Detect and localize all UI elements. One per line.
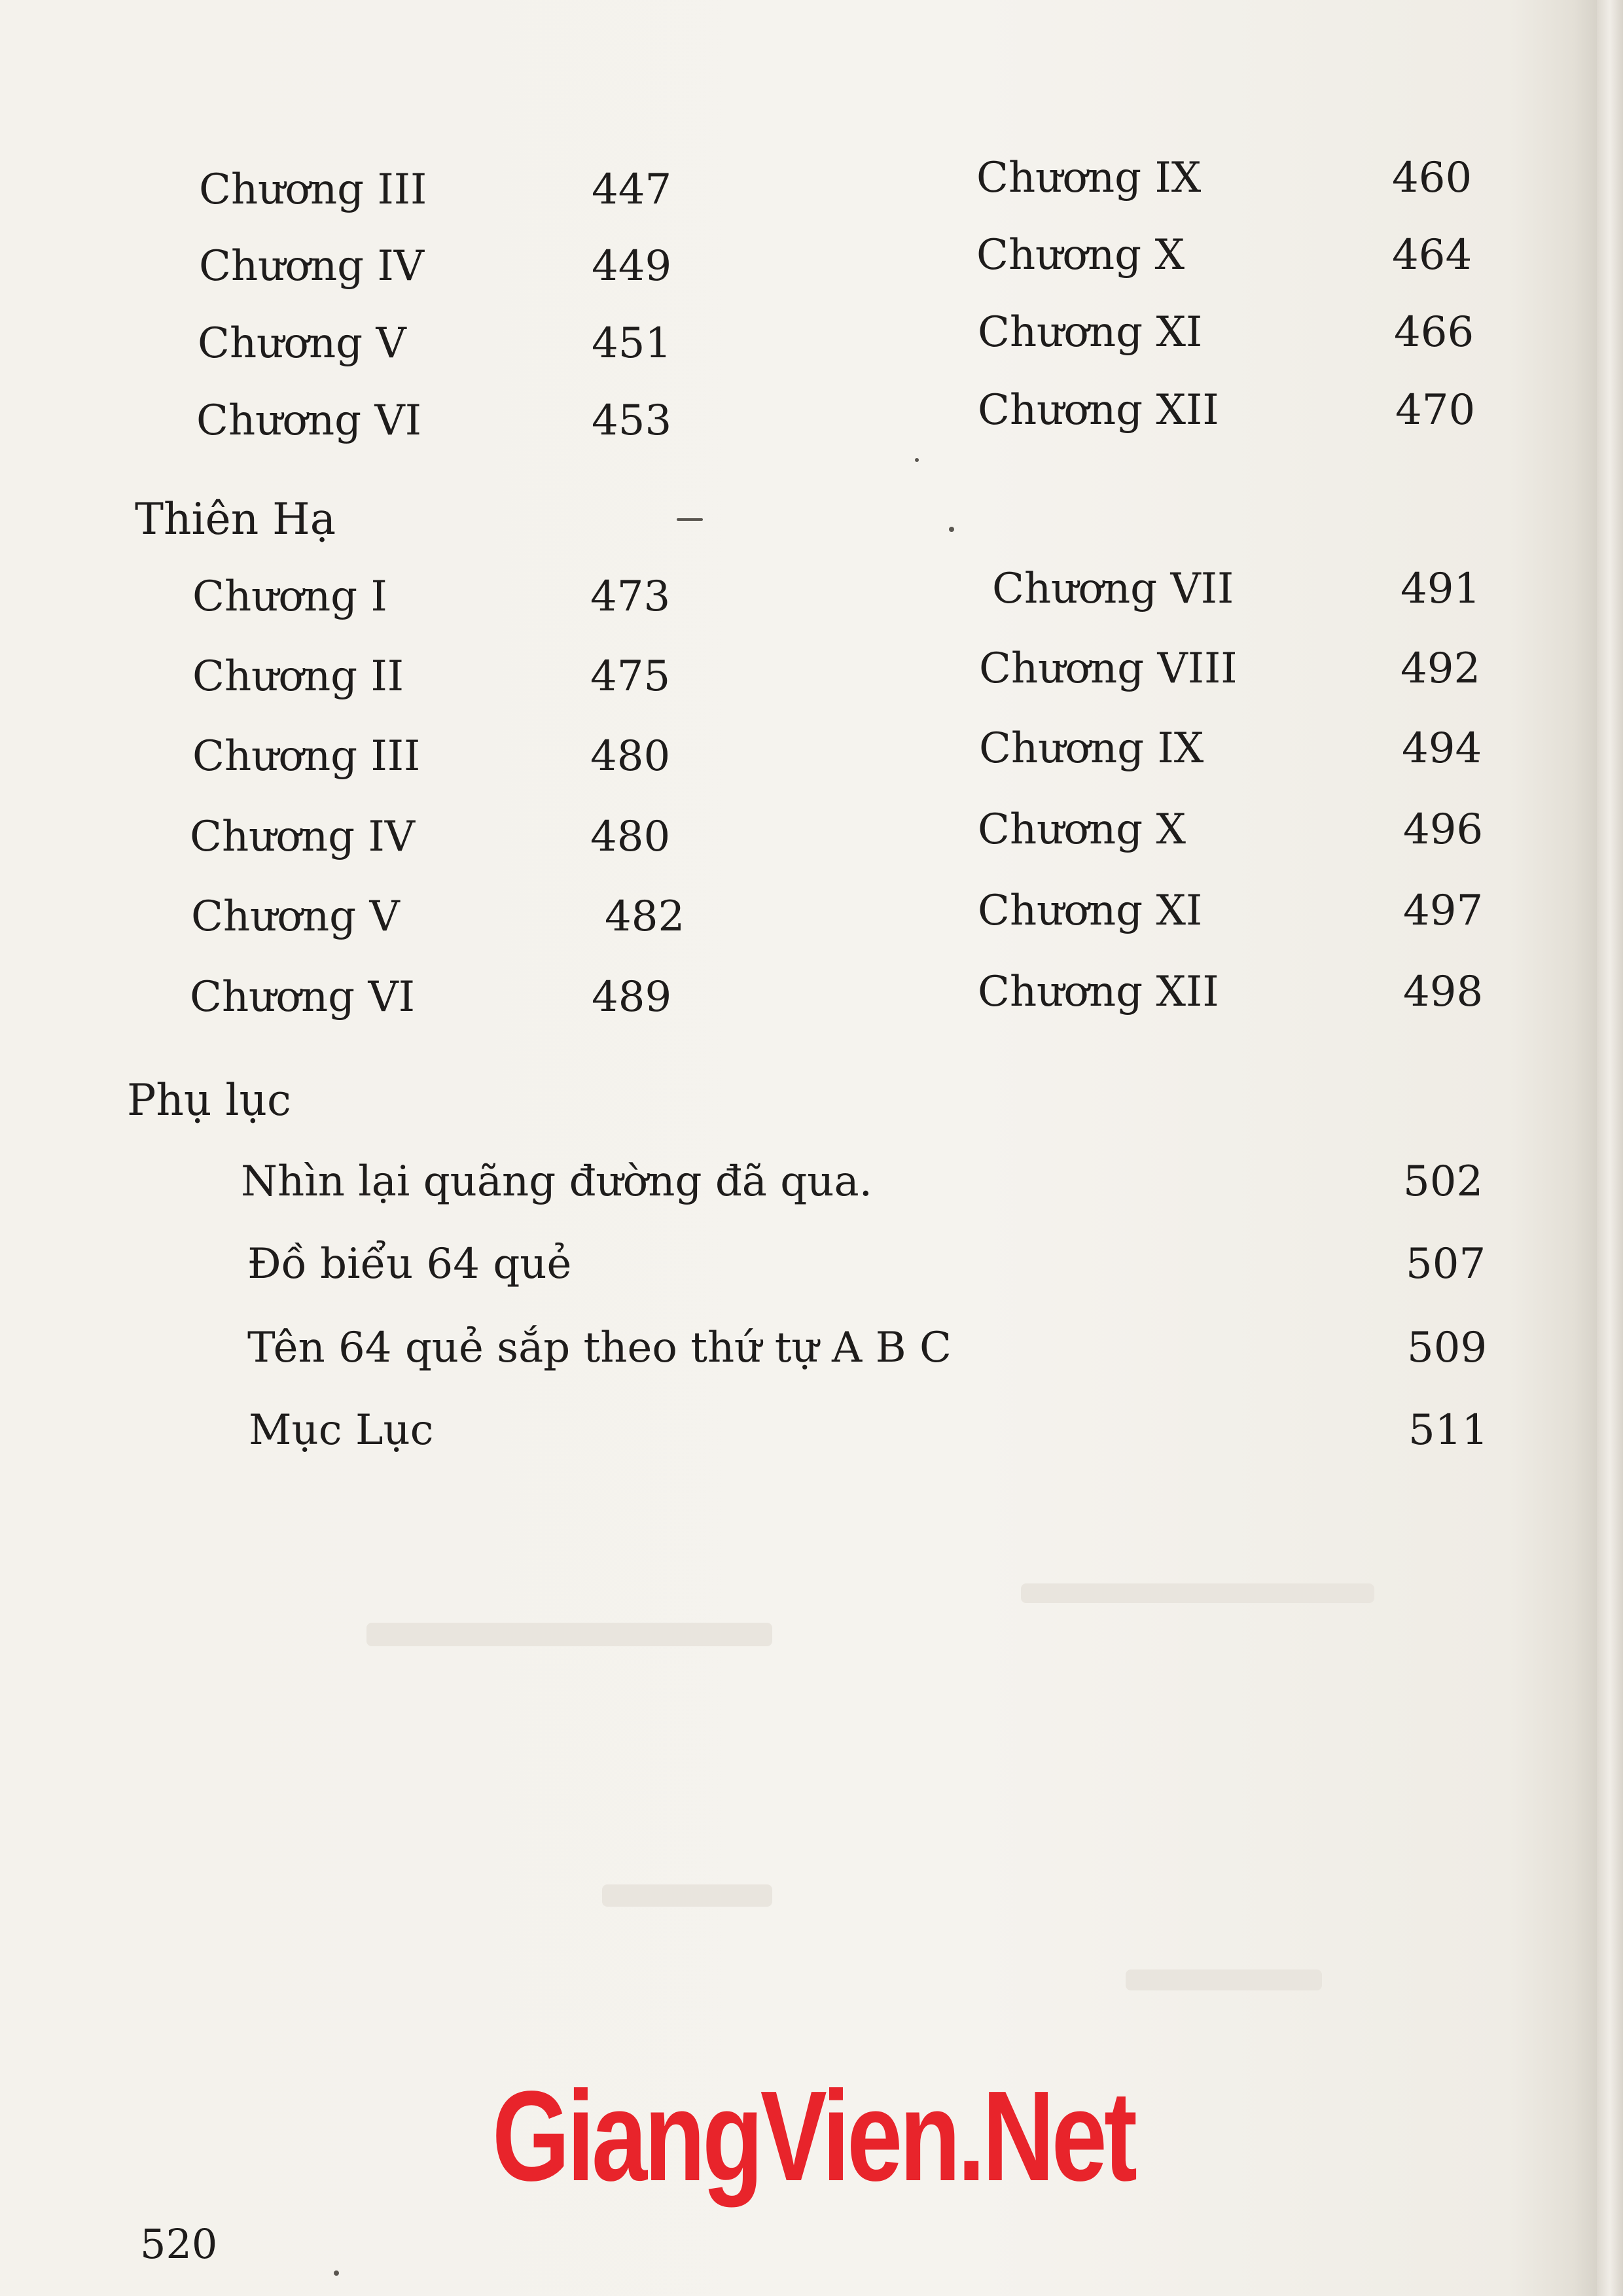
- chapter-label: Chương XI: [978, 887, 1203, 935]
- page-ref: 496: [1403, 805, 1484, 854]
- chapter-label: Chương IX: [976, 154, 1202, 202]
- chapter-label: Chương XI: [978, 308, 1203, 357]
- appendix-label: Mục Lục: [249, 1406, 434, 1455]
- page-ref: 492: [1400, 645, 1481, 693]
- bleed-through-mark: [1126, 1969, 1322, 1990]
- page-ref: 509: [1407, 1324, 1488, 1372]
- print-speck: [915, 458, 919, 462]
- page-ref: 497: [1403, 887, 1484, 935]
- chapter-label: Chương X: [978, 805, 1186, 854]
- page-ref: 460: [1392, 154, 1472, 202]
- page-edge: [1597, 0, 1623, 2296]
- page-ref: 491: [1400, 565, 1481, 613]
- chapter-label: Chương IV: [199, 242, 424, 291]
- appendix-title: Phụ lục: [127, 1075, 291, 1125]
- page-ref: 449: [592, 242, 672, 291]
- chapter-label: Chương III: [192, 732, 421, 781]
- page-ref: 473: [590, 573, 671, 621]
- page-ref: 502: [1403, 1157, 1484, 1206]
- page-ref: 464: [1392, 231, 1472, 279]
- chapter-label: Chương XII: [978, 968, 1219, 1016]
- watermark-logo: GiangVien.Net: [492, 2064, 1135, 2208]
- chapter-label: Chương X: [976, 231, 1185, 279]
- print-speck: [949, 527, 954, 532]
- section-title: Thiên Hạ: [135, 494, 336, 544]
- chapter-label: Chương III: [199, 166, 427, 214]
- chapter-label: Chương XII: [978, 386, 1219, 434]
- page-ref: 494: [1402, 724, 1482, 773]
- chapter-label: Chương II: [192, 652, 404, 701]
- chapter-label: Chương VII: [992, 565, 1234, 613]
- bleed-through-mark: [602, 1884, 772, 1907]
- page-ref: 470: [1395, 386, 1476, 434]
- page-ref: 451: [592, 319, 672, 368]
- page-ref: 507: [1406, 1240, 1486, 1288]
- appendix-label: Đồ biểu 64 quẻ: [247, 1240, 572, 1288]
- bleed-through-mark: [366, 1623, 772, 1646]
- appendix-label: Nhìn lại quãng đường đã qua.: [241, 1157, 872, 1206]
- chapter-label: Chương IV: [190, 813, 415, 861]
- chapter-label: Chương VIII: [979, 645, 1238, 693]
- bleed-through-mark: [1021, 1583, 1374, 1603]
- page-number: 520: [140, 2220, 218, 2268]
- chapter-label: Chương I: [192, 573, 387, 621]
- page-ref: 475: [590, 652, 671, 701]
- chapter-label: Chương V: [191, 892, 400, 941]
- chapter-label: Chương VI: [190, 973, 415, 1021]
- chapter-label: Chương VI: [196, 397, 421, 445]
- page-ref: 489: [592, 973, 672, 1021]
- page-ref: 511: [1408, 1406, 1489, 1455]
- page-ref: 498: [1403, 968, 1484, 1016]
- print-speck: [677, 518, 703, 521]
- page-ref: 453: [592, 397, 672, 445]
- appendix-label: Tên 64 quẻ sắp theo thứ tự A B C: [247, 1324, 952, 1372]
- print-speck: [334, 2270, 339, 2276]
- chapter-label: Chương V: [198, 319, 406, 368]
- page-ref: 447: [592, 166, 672, 214]
- page-ref: 480: [590, 732, 671, 781]
- chapter-label: Chương IX: [979, 724, 1204, 773]
- page-ref: 480: [590, 813, 671, 861]
- page-ref: 466: [1394, 308, 1474, 357]
- page-ref: 482: [605, 892, 685, 941]
